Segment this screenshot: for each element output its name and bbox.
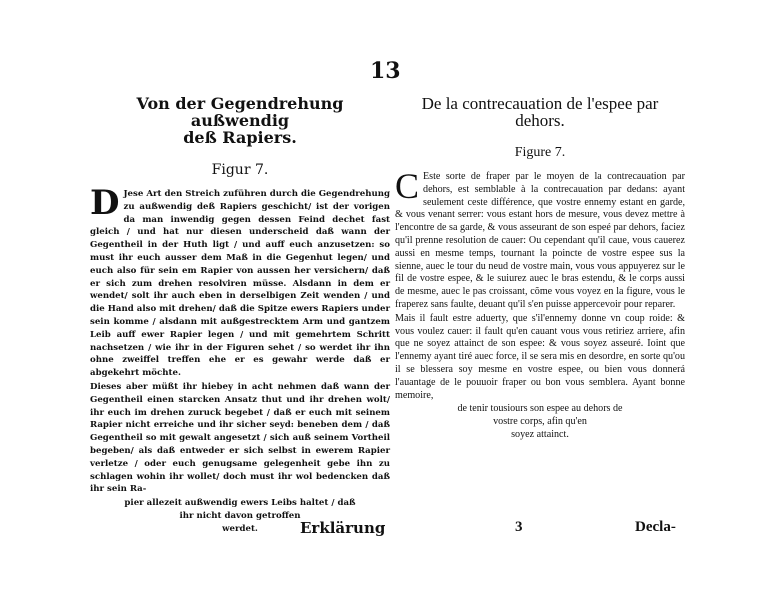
french-paragraph-1-text: Este sorte de fraper par le moyen de la contrecauation par dehors, est semblable à la contrecauation par dedans: ayant seulement ceste différence, que vostre ennemy estant en garde, & vous venant serrer: vous estant hors de mesure, vous devez mettre à l'encontre de sa garde, & vous asseurant de son espeé par dehors, faciez qu'il prenne resolution de cauer: Ou cependant qu'il caue, vous cauerez aussi en mesme temps, tournant la poincte de vostre espee sus la sienne, auec le tour du neud de vostre main, vous vous appuyerez sur le fil de vostre espee, & le suiurez auec le bras estendu, & le corps aussi de mesme, auec le pas croissant, cõme vous voyez en la figure, vous le fraperez sans faulte, deuant qu'il s'en puisse appercevoir pour reparer. — [395, 171, 685, 310]
german-tail-line1: pier allezeit außwendig ewers Leibs haltet / daß — [124, 498, 356, 509]
signature-mark: 3 — [515, 519, 523, 535]
french-tail-line1: de tenir tousiours son espee au dehors de — [457, 403, 623, 415]
german-tail-line2: ihr nicht davon getroffen — [179, 510, 301, 521]
catchword-german: Erklärung — [300, 519, 386, 537]
french-heading — [395, 95, 685, 129]
german-tail-line3: werdet. — [222, 523, 258, 534]
french-paragraph-1 — [395, 166, 685, 312]
french-figure-caption: Figure 7. — [514, 145, 566, 160]
german-heading — [90, 95, 390, 146]
french-dropcap: C — [395, 166, 420, 206]
german-heading-line2: deß Rapiers. — [183, 128, 297, 147]
french-body — [395, 166, 685, 442]
french-tail-line3: soyez attainct. — [511, 428, 569, 440]
german-figure-caption: Figur 7. — [211, 162, 269, 178]
german-dropcap: D — [90, 183, 120, 223]
german-column — [90, 95, 390, 536]
page-number: 13 — [370, 58, 401, 84]
catchword-french: Decla- — [635, 519, 676, 535]
german-paragraph-1 — [90, 183, 390, 380]
german-heading-line1: Von der Gegendrehung außwendig — [136, 94, 344, 130]
french-tail-line2: vostre corps, afin qu'en — [493, 416, 587, 428]
german-paragraph-1-text: Jese Art den Streich zuführen durch die Gegendrehung zu außwendig deß Rapiers geschicht/ ist der vorigen da man inwendig gegen dessen Feind dechet fast gleich / und hat nur diesen underscheid daß wann der Gegentheil in der Huth ligt / und auff euch anzusetzen: so must ihr euch ausser dem Maß in die Gegenhut legen/ und euch also für sein em Rapier von aussen her versichern/ daß er sich zum drehen resolviren müsse. Alsdann in dem er wendet/ solt ihr auch eben in derselbigen Zeit wenden / und die Hand also mit drehen/ daß die Spitze ewers Rapiers under sein komme / alsdann mit außgestrecktem Arm und gantzem Leib auff ewer Rapier legen / und mit gemehrtem Schritt nachsetzen / wie ihr in der Figuren sehet / so werdet ihr ihn ohne zweiffel treffen ehe er es gewahr werde daß er abgekehrt möchte. — [90, 189, 390, 379]
german-paragraph-2: Dieses aber müßt ihr hiebey in acht nehmen daß wann der Gegentheil einen starcken Ansatz thut und ihr drehen wolt/ ihr euch im drehen zuruck begebet / daß er euch mit seinem Rapier nicht erreiche und ihr sicher seyd: beneben dem / daß Gegentheil so mit gewalt angesetzt / sich auß seinem Vortheil begeben/ als daß entweder er sich selbst in ewerem Rapier verletze / oder euch genugsame gelegenheit gebe ihn zu schlagen wohin ihr wollet/ doch must ihr wol bedencken daß ihr sein Ra- — [90, 381, 390, 495]
french-paragraph-2: Mais il fault estre aduerty, que s'il'ennemy donne vn coup roide: & vous voulez cauer: il fault qu'en cauant vous vous retiriez arriere, afin que ne soyez attainct de son espee: & vous soyez asseuré. Ioint que l'ennemy ayant tiré auec force, il se sera mis en desordre, en sorte qu'ou il se blessera soy mesme en vostre espee, ou bien vous donnerá l'auantage de le pouuoir fraper ou bon vous semblera. Ayant bonne memoire, — [395, 312, 685, 401]
french-heading-line1: De la contrecauation de l'espee par — [421, 94, 659, 113]
german-body — [90, 183, 390, 536]
french-heading-line2: dehors. — [515, 111, 565, 130]
french-column — [395, 95, 685, 442]
